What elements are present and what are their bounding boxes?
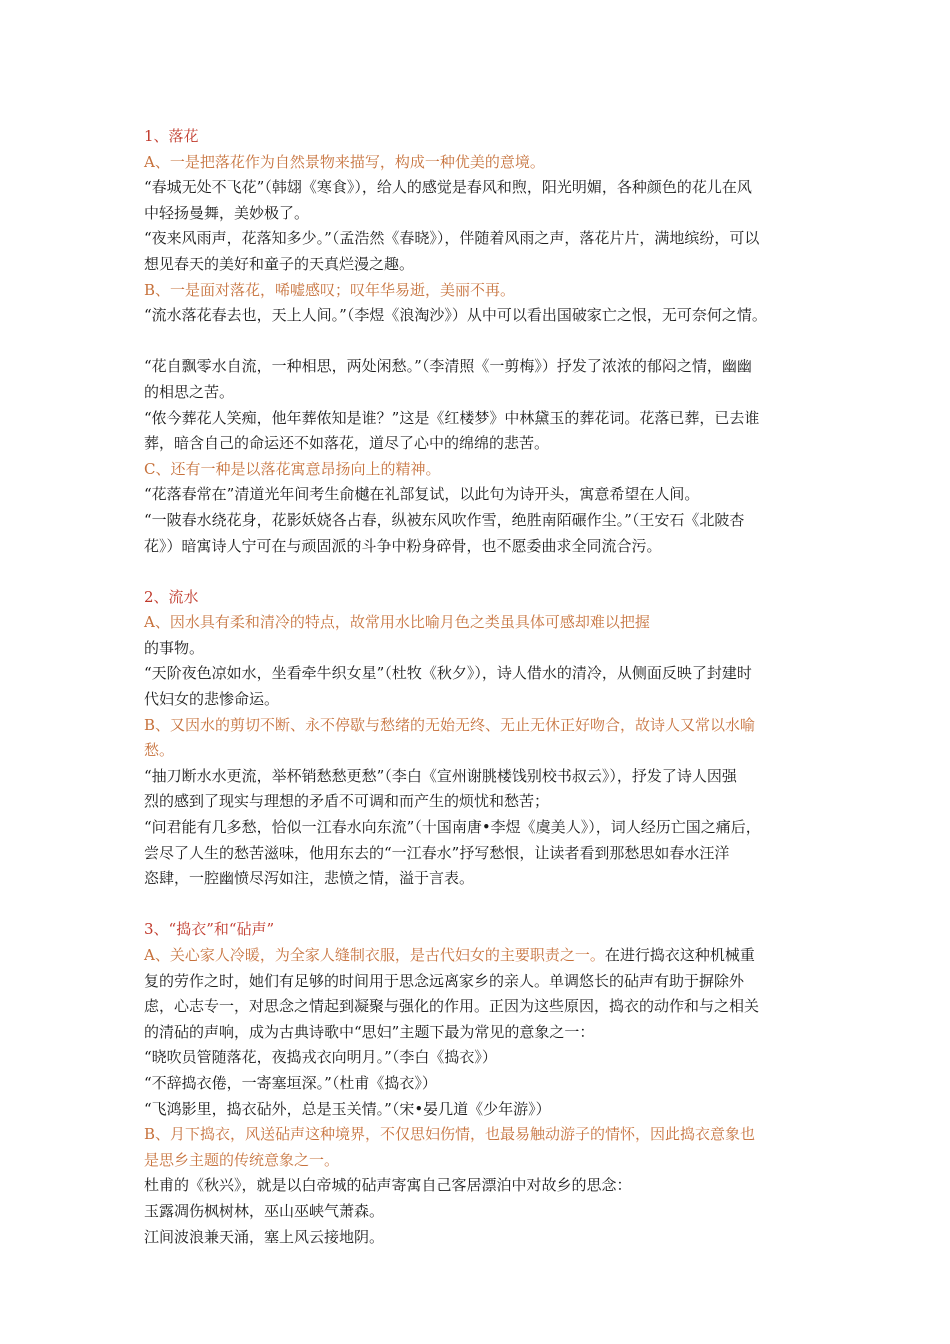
paragraph-line: 恣肆，一腔幽愤尽泻如注，悲愤之情，溢于言表。 <box>144 869 475 888</box>
section-3b-heading-cont: 是思乡主题的传统意象之一。 <box>144 1150 340 1169</box>
poem-line: 江间波浪兼天涌，塞上风云接地阴。 <box>144 1227 385 1246</box>
section-2b-heading: B、又因水的剪切不断、永不停歇与愁绪的无始无终、无止无休正好吻合，故诗人又常以水喻 <box>144 715 756 734</box>
paragraph-line: 的事物。 <box>144 638 205 657</box>
quote-line: “飞鸿影里，捣衣砧外，总是玉关情。”（宋•晏几道《少年游》） <box>144 1099 551 1118</box>
paragraph-line: 尝尽了人生的愁苦滋味，他用东去的“一江春水”抒写愁恨，让读者看到那愁思如春水汪洋 <box>144 843 730 862</box>
paragraph-line: 烈的感到了现实与理想的矛盾不可调和而产生的烦忧和愁苦； <box>144 792 550 811</box>
paragraph-line: 的清砧的声响，成为古典诗歌中“思妇”主题下最为常见的意象之一： <box>144 1022 595 1041</box>
paragraph-line: “天阶夜色凉如水，坐看牵牛织女星”（杜牧《秋夕》），诗人借水的清冷，从侧面反映了封建时 <box>144 664 752 683</box>
document-page <box>144 124 814 1250</box>
section-2-title: 2、流水 <box>144 587 199 606</box>
paragraph-line: “一陂春水绕花身，花影妖娆各占春，纵被东风吹作雪，绝胜南陌碾作尘。”（王安石《北陂杏 <box>144 510 745 529</box>
paragraph-line: 中轻扬曼舞，美妙极了。 <box>144 203 310 222</box>
paragraph-line: “流水落花春去也，天上人间。”（李煜《浪淘沙》）从中可以看出国破家亡之恨，无可奈何之情。 <box>144 306 767 325</box>
paragraph-line: 代妇女的悲惨命运。 <box>144 690 280 709</box>
section-1-title: 1、落花 <box>144 127 199 145</box>
spacer <box>144 559 814 585</box>
quote-line: “不辞捣衣倦，一寄塞垣深。”（杜甫《捣衣》） <box>144 1073 437 1092</box>
paragraph-line: 葬，暗含自己的命运还不如落花，道尽了心中的绵绵的悲苦。 <box>144 434 550 453</box>
section-3-title: 3、“捣衣”和“砧声” <box>144 920 275 939</box>
paragraph-line: “夜来风雨声，花落知多少。”（孟浩然《春晓》），伴随着风雨之声，落花片片，满地缤纷，可以 <box>144 229 760 248</box>
paragraph-line: 虑，心志专一，对思念之情起到凝聚与强化的作用。正因为这些原因，捣衣的动作和与之相关 <box>144 997 760 1016</box>
paragraph-line: “花落春常在”清道光年间考生俞樾在礼部复试，以此句为诗开头，寓意希望在人间。 <box>144 485 700 504</box>
paragraph-line: “春城无处不飞花”（韩翃《寒食》），给人的感觉是春风和煦，阳光明媚，各种颜色的花儿在风 <box>144 178 752 197</box>
section-2b-heading-cont: 愁。 <box>144 741 175 760</box>
paragraph-line: “抽刀断水水更流，举杯销愁愁更愁”（李白《宣州谢朓楼饯别校书叔云》），抒发了诗人因强 <box>144 766 737 785</box>
section-1b-heading: B、一是面对落花，唏嘘感叹；叹年华易逝，美丽不再。 <box>144 280 516 299</box>
poem-line: 玉露凋伤枫树林，巫山巫峡气萧森。 <box>144 1201 385 1220</box>
section-1a-heading: A、一是把落花作为自然景物来描写，构成一种优美的意境。 <box>144 152 545 171</box>
paragraph-line: “问君能有几多愁，恰似一江春水向东流”（十国南唐•李煜《虞美人》），词人经历亡国之痛后， <box>144 818 761 837</box>
paragraph-line: 的相思之苦。 <box>144 382 235 401</box>
paragraph-line: 花》）暗寓诗人宁可在与顽固派的斗争中粉身碎骨，也不愿委曲求全同流合污。 <box>144 536 662 555</box>
section-3a-first-line <box>144 943 814 969</box>
spacer <box>144 892 814 918</box>
paragraph-text: 在进行捣衣这种机械重 <box>604 946 755 964</box>
section-1c-heading: C、还有一种是以落花寓意昂扬向上的精神。 <box>144 459 441 478</box>
spacer <box>144 329 814 355</box>
section-2a-heading: A、因水具有柔和清冷的特点，故常用水比喻月色之类虽具体可感却难以把握 <box>144 613 650 632</box>
section-3a-heading: A、关心家人冷暖，为全家人缝制衣服，是古代妇女的主要职责之一。 <box>144 946 605 964</box>
paragraph-line: “花自飘零水自流，一种相思，两处闲愁。”（李清照《一剪梅》）抒发了浓浓的郁闷之情，幽幽 <box>144 357 752 376</box>
paragraph-line: 复的劳作之时，她们有足够的时间用于思念远离家乡的亲人。单调悠长的砧声有助于摒除外 <box>144 971 745 990</box>
paragraph-line: 想见春天的美好和童子的天真烂漫之趣。 <box>144 254 415 273</box>
quote-line: “晓吹员管随落花，夜捣戎衣向明月。”（李白《捣衣》） <box>144 1048 497 1067</box>
section-3b-heading: B、月下捣衣，风送砧声这种境界，不仅思妇伤情，也最易触动游子的情怀，因此捣衣意象也 <box>144 1125 756 1144</box>
paragraph-line: “侬今葬花人笑痴，他年葬侬知是谁？”这是《红楼梦》中林黛玉的葬花词。花落已葬，已去谁 <box>144 408 760 427</box>
paragraph-line: 杜甫的《秋兴》，就是以白帝城的砧声寄寓自己客居漂泊中对故乡的思念： <box>144 1176 632 1195</box>
